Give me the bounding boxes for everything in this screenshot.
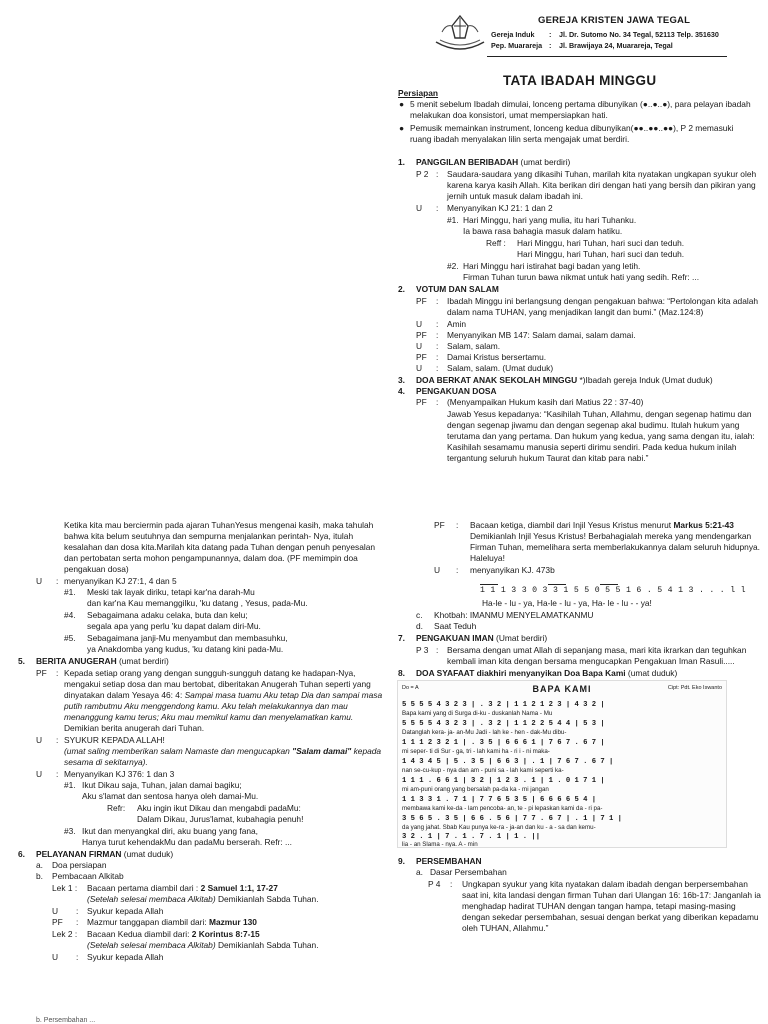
colon: : — [56, 735, 59, 745]
persembahan-text: dengan sekedar persembahan, sesuai dengan berkat yang diberikan kepadamu — [462, 912, 759, 922]
sub-letter: c. — [416, 610, 423, 620]
colon: : — [456, 520, 459, 530]
sub-item: Dasar Persembahan — [430, 867, 507, 877]
score-notes: 1 4 3 4 5 | 5 . 3 5 | 6 6 3 | . 1 | 7 6 7 . 6 7 | — [402, 758, 614, 766]
s2-resp: Amin — [447, 319, 467, 329]
speaker-label: U — [416, 363, 423, 373]
pep-label: Pep. Muarareja — [491, 41, 543, 50]
sub-item: Pembacaan Alkitab — [52, 871, 124, 881]
s4-note: (Menyampaikan Hukum kasih dari Matius 22 : 37-40) — [447, 397, 644, 407]
bacaan-text: Firman Tuhan, memelihara serta memberlakukannya dalam seluruh hidupnya. — [470, 542, 761, 552]
speaker-label: PF — [36, 668, 47, 678]
lector-text: (Setelah selesai membaca Alkitab) Demikianlah Sabda Tuhan. — [87, 894, 319, 904]
left-song-2: Menyanyikan KJ 376: 1 dan 3 — [64, 769, 175, 779]
ba-text: Kepada setiap orang yang dengan sungguh-sungguh datang ke hadapan-Nya, — [64, 668, 356, 678]
syukur-instruction: (umat saling memberikan salam Namaste dan mengucapkan "Salam damai" kepada — [64, 746, 382, 756]
header-divider — [487, 56, 727, 57]
note-beam — [480, 584, 498, 585]
section-number: 9. — [398, 856, 405, 866]
speaker-label: PF — [416, 296, 427, 306]
speaker-label: U — [416, 341, 423, 351]
persiapan-bullet-1b: melakukan doa konsistori, umat mempersiapkan hati. — [410, 110, 608, 120]
colon: : — [436, 645, 439, 655]
colon: : — [436, 341, 439, 351]
score-key: Do = A — [402, 685, 419, 691]
persembahan-text: oleh TUHAN, Allahmu.” — [462, 923, 549, 933]
score-notes: 1 1 1 . 6 6 1 | 3 2 | 1 2 3 . 1 | 1 . 0 1 7 1 | — [402, 777, 605, 785]
bacaan-ketiga: Bacaan ketiga, diambil dari Injil Yesus Kristus menurut Markus 5:21-43 — [470, 520, 734, 530]
colon: : — [436, 319, 439, 329]
response: Syukur kepada Allah — [87, 952, 164, 962]
refr-line: Aku ingin ikut Dikau dan mengabdi padaMu: — [137, 803, 301, 813]
colon: : — [450, 879, 453, 889]
verse-line: Sebagaimana adaku celaka, buta dan kelu; — [87, 610, 248, 620]
note-beam — [548, 584, 566, 585]
verse-line: Aku s'lamat dan sentosa hanya oleh damai-Mu. — [82, 791, 259, 801]
lector-text: Bacaan pertama diambil dari : 2 Samuel 1:1, 17-27 — [87, 883, 278, 893]
iman-text: kembali iman kita dengan bersama mengucapkan Pengakuan Iman Rasuli..... — [447, 656, 735, 666]
score-notes: 3 2 . 1 | 7 . 1 . 7 . 1 | 1 . || — [402, 833, 541, 841]
speaker-label: PF — [434, 520, 445, 530]
score-notes: 3 5 6 5 . 3 5 | 6 6 . 5 6 | 7 7 . 6 7 | . 1 | 7 1 | — [402, 815, 622, 823]
ba-text: menanggung kamu terus; Aku mau memikul kamu dan menyelamatkan kamu. — [64, 712, 354, 722]
pep-colon: : — [549, 41, 552, 50]
colon: : — [436, 363, 439, 373]
score-notes: 1 1 3 3 1 . 7 1 | 7 7 6 5 3 5 | 6 6 6 6 5 4 | — [402, 796, 597, 804]
section-heading: DOA BERKAT ANAK SEKOLAH MINGGU *)Ibadah gereja Induk (Umat duduk) — [416, 375, 713, 385]
persiapan-bullet-2: Pemusik memainkan instrument, lonceng kedua dibunyikan(●●..●●..●●), P 2 memasuki — [410, 123, 734, 133]
s4-text-3: terutama dan yang pertama. Dan hukum yang kedua, yang sama dengan itu, ialah: — [447, 431, 755, 441]
section-heading: PANGGILAN BERIBADAH (umat berdiri) — [416, 157, 571, 167]
sub-letter: d. — [416, 621, 423, 631]
s4-text-4: Kasihilah sesamamu manusia seperti dirimu sendiri. Pada kedua hukum inilah — [447, 442, 737, 452]
bacaan-text: Demikianlah Injil Yesus Kristus! Berbahagialah mereka yang mendengarkan — [470, 531, 752, 541]
persembahan-text: menghadap hadirat TUHAN dengan tangan hampa, tetapi masing-masing — [462, 901, 736, 911]
score-lyrics: mi am-puni orang yang bersalah pa-da ka - mi jangan — [402, 786, 549, 793]
refr-label: Refr: — [107, 803, 126, 813]
verse-line: segala apa yang perlu 'ku dapat dalam diri-Mu. — [87, 621, 261, 631]
section-heading: VOTUM DAN SALAM — [416, 284, 499, 294]
ba-text: putih rambutmu Aku menggendong kamu. Aku telah melakukannya dan mau — [64, 701, 348, 711]
verse-line: Hanya turut kehendakMu dan padaMu berserah. Refr: ... — [82, 837, 292, 847]
score-lyrics: Datanglah kera- ja- an-Mu Jadi - lah ke - hen - dak-Mu dibu- — [402, 729, 567, 736]
colon: : — [76, 906, 79, 916]
colon: : — [56, 769, 59, 779]
section-number: 3. — [398, 375, 405, 385]
s1-text-3: jernih untuk masuk dalam ibadah ini. — [447, 191, 583, 201]
sub-letter: a. — [416, 867, 423, 877]
section-number: 1. — [398, 157, 405, 167]
induk-address: Jl. Dr. Sutomo No. 34 Tegal, 52113 Telp. 351630 — [559, 30, 719, 39]
persembahan-text: saat ini, kita landasi dengan firman Tuhan dari Ulangan 16: 16b-17: Janganlah ia — [462, 890, 761, 900]
church-name: GEREJA KRISTEN JAWA TEGAL — [538, 15, 691, 26]
colon: : — [436, 397, 439, 407]
score-title: BAPA KAMI — [532, 684, 592, 694]
verse-line: Hari Minggu, hari yang mulia, itu hari Tuhanku. — [463, 215, 637, 225]
syukur-text: SYUKUR KEPADA ALLAH! — [64, 735, 165, 745]
score-notes: 5 5 5 5 4 3 2 3 | . 3 2 | 1 1 2 1 2 3 | 4 3 2 | — [402, 701, 605, 709]
section-heading: BERITA ANUGERAH (umat berdiri) — [36, 656, 169, 666]
score-lyrics: mi seper- ti di Sur - ga, tri - lah kami ha - ri i - ni maka- — [402, 748, 550, 755]
speaker-label: PF — [416, 330, 427, 340]
persiapan-bullet-1: 5 menit sebelum Ibadah dimulai, lonceng pertama dibunyikan (●..●..●), para pelayan ibadah — [410, 99, 751, 109]
s2-text-1: Ibadah Minggu ini berlangsung dengan pengakuan bahwa: “Pertolongan kita adalah — [447, 296, 759, 306]
verse-number: #1. — [64, 780, 76, 790]
section-heading: PELAYANAN FIRMAN (umat duduk) — [36, 849, 174, 859]
induk-colon: : — [549, 30, 552, 39]
bacaan-text: Haleluya! — [470, 553, 505, 563]
lector-text: (Setelah selesai membaca Alkitab) Demikianlah Sabda Tuhan. — [87, 940, 319, 950]
church-logo — [432, 12, 488, 54]
verse-line: Firman Tuhan turun bawa nikmat untuk hati yang sedih. Refr: ... — [463, 272, 700, 282]
s2-resp: Menyanyikan MB 147: Salam damai, salam damai. — [447, 330, 636, 340]
induk-label: Gereja Induk — [491, 30, 535, 39]
note-beam — [600, 584, 618, 585]
left-intro-3: kesalahan dan dosa kita.Marilah kita datang pada Tuhan dengan penuh penyesalan — [64, 542, 376, 552]
ba-text: dinyatakan dalam Yesaya 46: 4: Sampai masa tuamu Aku tetap Dia dan sampai masa — [64, 690, 383, 700]
score-notes: 1 1 1 2 3 2 1 | . 3 5 | 6 6 6 1 | 7 6 7 . 6 7 | — [402, 739, 605, 747]
verse-number: #5. — [64, 633, 76, 643]
response: Syukur kepada Allah — [87, 906, 164, 916]
bapa-kami-score — [397, 680, 727, 848]
verse-line: ya Anakdomba yang kudus, 'ku datang kini pada-Mu. — [87, 644, 284, 654]
colon: : — [436, 352, 439, 362]
bullet-icon: ● — [399, 99, 405, 109]
sub-item: Khotbah: IMANMU MENYELAMATKANMU — [434, 610, 594, 620]
verse-line: Hari Minggu hari istirahat bagi badan yang letih. — [463, 261, 641, 271]
cut-off-text: b. Persembahan ... — [36, 1017, 96, 1024]
section-number: 2. — [398, 284, 405, 294]
persiapan-bullet-2b: ruang ibadah menyalakan lilin serta mengajak umat berdiri. — [410, 134, 630, 144]
left-intro-5: pengakuan dosa) — [64, 564, 129, 574]
syukur-instruction: sesama di sekitarnya). — [64, 757, 148, 767]
score-notes: 5 5 5 5 4 3 2 3 | . 3 2 | 1 1 2 2 5 4 4 | 5 3 | — [402, 720, 605, 728]
speaker-label: U — [36, 769, 43, 779]
s1-text-2: karena karya kasih Allah. Kita berikan diri dengan hati yang bersih dan pikiran yang — [447, 180, 756, 190]
score-composer: Cipt: Pdt. Eko Iswanto — [667, 685, 722, 691]
refr-line: Dalam Dikau, Jurus'lamat, kubahagia penuh! — [137, 814, 304, 824]
s4-text-2: dengan segenap jiwamu dan dengan segenap akal budimu. Itulah hukum yang — [447, 420, 740, 430]
verse-number: #1. — [447, 215, 459, 225]
sub-letter: b. — [36, 871, 43, 881]
lector-text: Bacaan Kedua diambil dari: 2 Korintus 8:7-15 — [87, 929, 260, 939]
speaker-label: U — [434, 565, 441, 575]
speaker-label: PF — [416, 397, 427, 407]
verse-number: #2. — [447, 261, 459, 271]
verse-line: Ia bawa rasa bahagia masuk dalam hatiku. — [463, 226, 623, 236]
sub-letter: a. — [36, 860, 43, 870]
lector-label: Lek 2 : — [52, 929, 78, 939]
section-heading: DOA SYAFAAT diakhiri menyanyikan Doa Bapa Kami (umat duduk) — [416, 668, 678, 678]
ba-text: mengakui setiap dosa dan mau bertobat, diberitakan Anugerah Tuhan seperti yang — [64, 679, 371, 689]
colon: : — [436, 169, 439, 179]
s2-text-2: dalam nama TUHAN, yang menjadikan langit dan bumi.” (Maz.124:8) — [447, 307, 704, 317]
speaker-label: P 2 — [416, 169, 429, 179]
reff-label: Reff : — [486, 238, 506, 248]
colon: : — [76, 952, 79, 962]
reff-line: Hari Minggu, hari Tuhan, hari suci dan teduh. — [517, 249, 685, 259]
sub-item: Saat Teduh — [434, 621, 477, 631]
reff-line: Hari Minggu, hari Tuhan, hari suci dan teduh. — [517, 238, 685, 248]
verse-number: #4. — [64, 610, 76, 620]
section-number: 7. — [398, 633, 405, 643]
ba-text: Demikian berita anugerah dari Tuhan. — [64, 723, 205, 733]
speaker-label: U — [36, 735, 43, 745]
iman-text: Bersama dengan umat Allah di sepanjang masa, mari kita ikrarkan dan teguhkan — [447, 645, 747, 655]
s2-resp: Salam, salam. — [447, 341, 501, 351]
section-number: 4. — [398, 386, 405, 396]
persiapan-heading: Persiapan — [398, 88, 439, 98]
colon: : — [56, 668, 59, 678]
section-heading: PENGAKUAN DOSA — [416, 386, 497, 396]
speaker-label: U — [36, 576, 43, 586]
verse-line: Ikut Dikau saja, Tuhan, jalan damai bagiku; — [82, 780, 242, 790]
score-lyrics: Bapa kami yang di Surga di-ku - duskanlah Nama - Mu — [402, 710, 553, 717]
bullet-icon: ● — [399, 123, 405, 133]
score-lyrics: lia - an Slama - nya. A - min — [402, 841, 478, 848]
verse-number: #1. — [64, 587, 76, 597]
mazmur-text: Mazmur tanggapan diambil dari: Mazmur 130 — [87, 917, 257, 927]
section-number: 5. — [18, 656, 25, 666]
colon: : — [436, 330, 439, 340]
s2-resp: Salam, salam. (Umat duduk) — [447, 363, 554, 373]
music-lyrics: Ha-le - lu - ya, Ha-le - lu - ya, Ha- le - lu - - ya! — [482, 598, 652, 608]
pep-address: Jl. Brawijaya 24, Muarareja, Tegal — [559, 41, 673, 50]
section-heading: PENGAKUAN IMAN (Umat berdiri) — [416, 633, 548, 643]
s2-resp: Damai Kristus bersertamu. — [447, 352, 547, 362]
s4-text-5: tergantung seluruh hukum Taurat dan kitab para nabi.” — [447, 453, 649, 463]
score-lyrics: membawa kami ke-da - lam pencoba- an, te - pi lepaskan kami da - ri pa- — [402, 805, 603, 812]
speaker-label: P 3 — [416, 645, 429, 655]
song-ref: menyanyikan KJ. 473b — [470, 565, 555, 575]
page-title: TATA IBADAH MINGGU — [503, 73, 657, 88]
lector-label: Lek 1 : — [52, 883, 78, 893]
left-intro-4: dan pertobatan serta mohon pengampunannya, dalam doa. (PF memimpin doa — [64, 553, 358, 563]
s1-song: Menyanyikan KJ 21: 1 dan 2 — [447, 203, 553, 213]
colon: : — [436, 296, 439, 306]
sub-item: Doa persiapan — [52, 860, 107, 870]
s1-text-1: Saudara-saudara yang dikasihi Tuhan, marilah kita nyatakan ungkapan syukur oleh — [447, 169, 757, 179]
score-lyrics: nan se-cu-kup - nya dan am - puni sa - lah kami seperti ka- — [402, 767, 564, 774]
left-intro-1: Ketika kita mau berciermin pada ajaran TuhanYesus mengenai kasih, maka tahulah — [64, 520, 374, 530]
colon: : — [456, 565, 459, 575]
verse-line: Ikut dan menyangkal diri, aku buang yang fana, — [82, 826, 258, 836]
verse-line: Sebagaimana janji-Mu menyambut dan membasuhku, — [87, 633, 288, 643]
speaker-label: U — [416, 319, 423, 329]
speaker-label: PF — [416, 352, 427, 362]
left-song: menyanyikan KJ 27:1, 4 dan 5 — [64, 576, 177, 586]
persembahan-text: Ungkapan syukur yang kita nyatakan dalam ibadah dengan berpersembahan — [462, 879, 748, 889]
verse-line: Meski tak layak diriku, tetapi kar'na darah-Mu — [87, 587, 255, 597]
music-notes: 1 1 1 3 3 0 3 3 1 5 5 0 5 5 1 6 . 5 4 1 3 . . . l l — [480, 586, 746, 595]
speaker-label: PF — [52, 917, 63, 927]
colon: : — [436, 203, 439, 213]
speaker-label: U — [416, 203, 423, 213]
left-intro-2: bahwa kita belum seutuhnya dan sempurna menjalankan perintah- Nya, itulah — [64, 531, 354, 541]
section-number: 6. — [18, 849, 25, 859]
verse-line: dan kar'na Kau memanggilku, 'ku datang , Yesus, pada-Mu. — [87, 598, 308, 608]
speaker-label: U — [52, 906, 59, 916]
section-heading: PERSEMBAHAN — [416, 856, 482, 866]
speaker-label: U — [52, 952, 59, 962]
colon: : — [56, 576, 59, 586]
colon: : — [76, 917, 79, 927]
section-number: 8. — [398, 668, 405, 678]
s4-text-1: Jawab Yesus kepadanya: “Kasihilah Tuhan, Allahmu, dengan segenap hatimu dan — [447, 409, 752, 419]
score-lyrics: da yang jahat. Sbab Kau punya ke-ra - ja-an dan ku - a - sa dan kemu- — [402, 824, 596, 831]
verse-number: #3. — [64, 826, 76, 836]
speaker-label: P 4 — [428, 879, 441, 889]
